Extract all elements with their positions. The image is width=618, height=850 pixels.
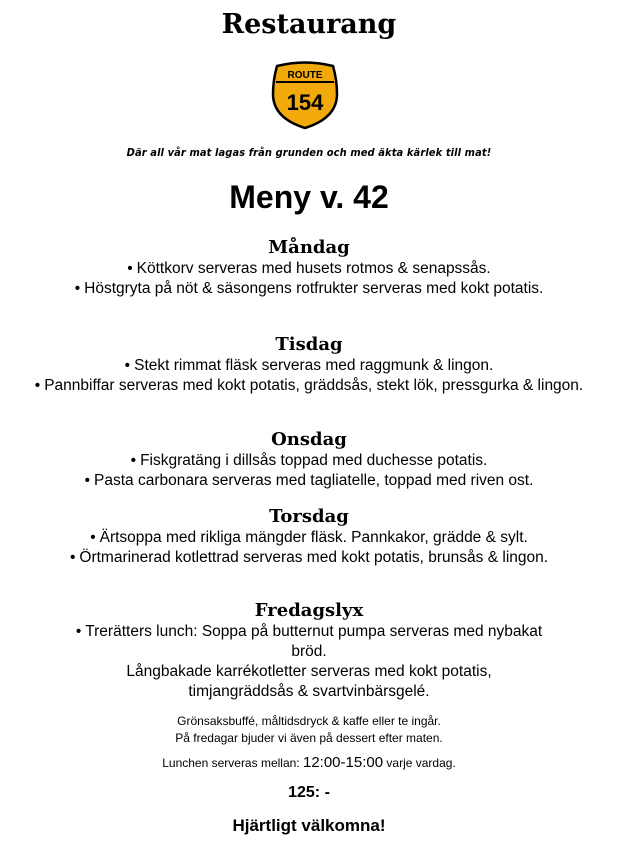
day-name: Fredagslyx xyxy=(254,600,364,621)
logo-number-text: 154 xyxy=(286,90,324,115)
day-section-friday xyxy=(0,600,618,702)
day-section-thursday xyxy=(0,506,618,568)
restaurant-name: Restaurang xyxy=(221,9,397,40)
hours-prefix: Lunchen serveras mellan: xyxy=(162,756,300,770)
dish-item: • Pannbiffar serveras med kokt potatis, gräddsås, stekt lök, pressgurka & lingon. xyxy=(34,377,584,394)
day-section-tuesday xyxy=(0,334,618,396)
hours-suffix: varje vardag. xyxy=(386,756,456,770)
day-name: Torsdag xyxy=(269,506,349,527)
tagline: Där all vår mat lagas från grunden och med äkta kärlek till mat! xyxy=(126,146,492,159)
dish-item: • Örtmarinerad kotlettrad serveras med kokt potatis, brunsås & lingon. xyxy=(69,549,549,566)
dish-item: • Pasta carbonara serveras med tagliatelle, toppad med riven ost. xyxy=(84,472,534,489)
menu-title: Meny v. 42 xyxy=(229,179,389,215)
dish-item: • Fiskgratäng i dillsås toppad med duchesse potatis. xyxy=(130,452,488,469)
friday-dessert-note: På fredagar bjuder vi även på dessert efter maten. xyxy=(175,731,443,745)
lunch-hours xyxy=(0,754,618,772)
day-section-monday xyxy=(0,237,618,299)
dish-item: • Trerätters lunch: Soppa på butternut pumpa serveras med nybakat bröd. xyxy=(75,623,543,660)
dish-item: • Stekt rimmat fläsk serveras med raggmunk & lingon. xyxy=(124,357,494,374)
hours-time: 12:00-15:00 xyxy=(302,754,384,771)
welcome-text: Hjärtligt välkomna! xyxy=(232,816,386,835)
day-name: Måndag xyxy=(268,237,350,258)
price: 125: - xyxy=(288,784,330,801)
dish-item: • Köttkorv serveras med husets rotmos & senapssås. xyxy=(127,260,491,277)
dish-item: Långbakade karrékotletter serveras med kokt potatis, timjangräddsås & svartvinbärsgelé. xyxy=(126,663,492,700)
route-154-logo xyxy=(271,60,339,130)
logo-route-text: ROUTE xyxy=(287,70,323,81)
day-name: Tisdag xyxy=(275,334,343,355)
day-name: Onsdag xyxy=(271,429,347,450)
dish-item: • Ärtsoppa med rikliga mängder fläsk. Pannkakor, grädde & sylt. xyxy=(90,529,528,546)
included-note: Grönsaksbuffé, måltidsdryck & kaffe eller te ingår. xyxy=(177,714,441,728)
dish-item: • Höstgryta på nöt & säsongens rotfrukter serveras med kokt potatis. xyxy=(74,280,544,297)
day-section-wednesday xyxy=(0,429,618,491)
